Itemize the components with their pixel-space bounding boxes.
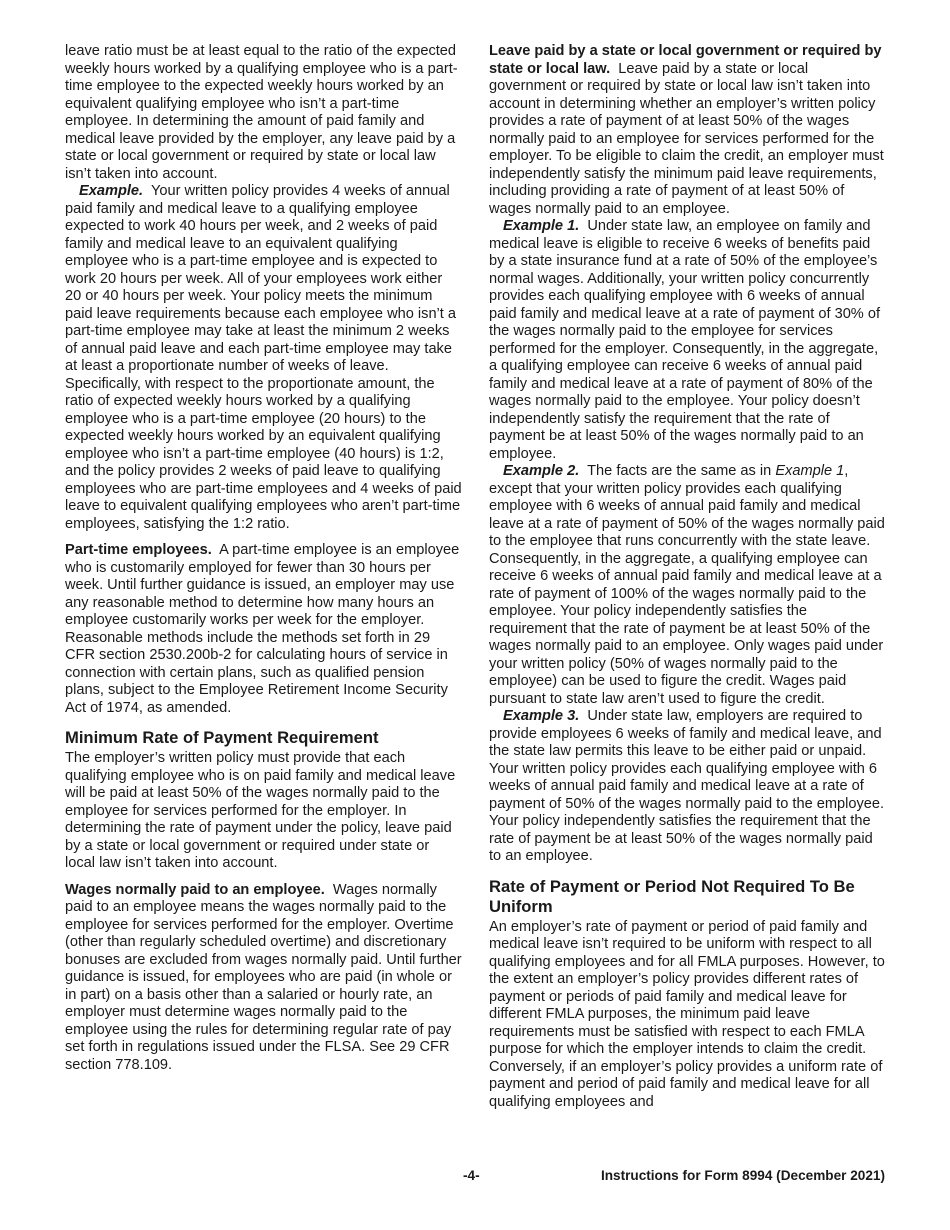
- part-time-lead: Part-time employees.: [65, 542, 212, 558]
- paragraph-example-1: [489, 218, 886, 463]
- example-lead: Example.: [79, 183, 144, 199]
- form-title: Instructions for Form 8994 (December 2021): [600, 1168, 885, 1183]
- paragraph-state-leave: [489, 43, 886, 218]
- paragraph-leave-ratio: leave ratio must be at least equal to the ratio of the expected weekly hours worked by a qualifying employee who is a part-time employee to the expected weekly hours worked by an equivalent qualifying employee who isn’t a part-time employee. In determining the amount of paid family and medical leave provided by the employer, any leave paid by a state or local government or required by state or local law isn’t taken into account.: [65, 43, 458, 182]
- paragraph-wages-normally-paid: [65, 882, 462, 1075]
- example-2-text-before: The facts are the same as in: [587, 463, 776, 479]
- state-leave-text: Leave paid by a state or local government or required by state or local law isn’t taken into account in determining whether an employer’s written policy provides a rate of payment of at least 50% of the wages normally paid to an employee for services performed for the employer. To be eligible to claim the credit, an employer must independently satisfy the minimum paid leave requirements, including providing a rate of payment of at least 50% of wages normally paid to an employee.: [489, 60, 884, 217]
- example-3-lead: Example 3.: [503, 708, 580, 724]
- heading-not-uniform: Rate of Payment or Period Not Required To Be Uniform: [489, 876, 855, 916]
- right-column: [489, 43, 886, 1111]
- page-number: -4-: [463, 1168, 480, 1183]
- example-2-lead: Example 2.: [503, 463, 580, 479]
- example-2-text-after: , except that your written policy provides each qualifying employee with 6 weeks of annual paid family and medical leave at a rate of payment of 50% of the wages normally paid to the employee that runs concurrently with the state leave. Consequently, in the aggregate, a qualifying employee can receive 6 weeks of annual paid family and medical leave at a rate of payment of 100% of the wages normally paid to the employee. Your policy independently satisfies the requirement that the rate of payment be at least 50% of the wages normally paid to an employee. Only wages paid under your written policy (50% of wages normally paid to the employee) can be used to figure the credit. Wages paid pursuant to state law aren’t used to figure the credit.: [489, 463, 885, 707]
- left-column: [65, 43, 462, 1074]
- example-1-text: Under state law, an employee on family and medical leave is eligible to receive 6 weeks of benefits paid by a state insurance fund at a rate of 50% of the employee’s normal wages. Additionally, your written policy concurrently provides each qualifying employee with 6 weeks of annual paid family and medical leave at a rate of payment of 30% of the wages normally paid to the employee for services performed for the employer. Consequently, in the aggregate, a qualifying employee can receive 6 weeks of annual paid family and medical leave at a rate of payment of 80% of the wages normally paid to the employee. Your policy doesn’t independently satisfy the requirement that the rate of payment be at least 50% of the wages normally paid to an employee.: [489, 218, 881, 462]
- paragraph-not-uniform: An employer’s rate of payment or period of paid family and medical leave isn’t required to be uniform with respect to all qualifying employees and for all FMLA purposes. However, to the extent an employer’s policy provides different rates of payment or periods of paid family and medical leave for different FMLA purposes, the minimum paid leave requirements must be satisfied with respect to each FMLA purpose for which the employer intends to claim the credit. Conversely, if an employer’s policy provides a uniform rate of payment and period of paid family and medical leave for all qualifying employees and: [489, 918, 885, 1110]
- example-2-reference: Example 1: [775, 463, 845, 479]
- paragraph-example-3: [489, 708, 886, 866]
- example-3-text: Under state law, employers are required to provide employees 6 weeks of family and medical leave, and the state law permits this leave to be either paid or unpaid. Your written policy provides each qualifying employee with 6 weeks of annual paid family and medical leave at a rate of payment of 50% of the wages normally paid to the employee. Your policy independently satisfies the requirement that the rate of payment be at least 50% of the wages normally paid to an employee.: [489, 708, 885, 864]
- paragraph-example-2: [489, 463, 886, 708]
- example-text: Your written policy provides 4 weeks of annual paid family and medical leave to a qualifying employee expected to work 40 hours per week, and 2 weeks of paid family and medical leave to an equivalent qualifying employee who is a part-time employee and is expected to work 20 hours per week. All of your employees work either 20 or 40 hours per week. Your policy meets the minimum paid leave requirements because each employee who isn’t a part-time employee may take at least the minimum 2 weeks of annual paid leave and each part-time employee may take at least a proportionate number of weeks of leave. Specifically, with respect to the proportionate amount, the ratio of expected weekly hours worked by a qualifying employee who is a part-time employee (20 hours) to the expected weekly hours worked by an equivalent qualifying employee who isn’t a part-time employee (40 hours) is 1:2, and the policy provides 2 weeks of paid leave to qualifying employees who are part-time employees and 4 weeks of paid leave to equivalent qualifying employees who aren’t part-time employees, satisfying the 1:2 ratio.: [65, 183, 462, 532]
- paragraph-part-time-employees: [65, 542, 462, 717]
- heading-minimum-rate: Minimum Rate of Payment Requirement: [65, 728, 379, 747]
- state-leave-lead: Leave paid by a state or local government or required by state or local law.: [489, 43, 882, 77]
- wages-text: Wages normally paid to an employee means the wages normally paid to the employee for services performed for the employer. Overtime (other than regularly scheduled overtime) and discretionary bonuses are excluded from wages normally paid. Until further guidance is issued, for employees who are paid (in whole or in part) on a basis other than a salaried or hourly rate, an employer must determine wages normally paid to the employee using the rules for determining regular rate of pay set forth in regulations issued under the FLSA. See 29 CFR section 778.109.: [65, 881, 462, 1073]
- wages-lead: Wages normally paid to an employee.: [65, 881, 325, 898]
- paragraph-minimum-rate: The employer’s written policy must provide that each qualifying employee who is on paid family and medical leave will be paid at least 50% of the wages normally paid to the employee for services performed for the employer. In determining the rate of payment under the policy, leave paid by a state or local government or required under state or local law isn’t taken into account.: [65, 750, 456, 871]
- example-1-lead: Example 1.: [503, 218, 580, 234]
- part-time-text: A part-time employee is an employee who is customarily employed for fewer than 30 hours per week. Until further guidance is issued, an employer may use any reasonable method to determine how many hours an employee customarily works per week for the employer. Reasonable methods include the methods set forth in 29 CFR section 2530.200b-2 for calculating hours of service in connection with certain plans, such as qualified pension plans, subject to the Employee Retirement Income Security Act of 1974, as amended.: [65, 542, 460, 716]
- paragraph-example: [65, 183, 462, 533]
